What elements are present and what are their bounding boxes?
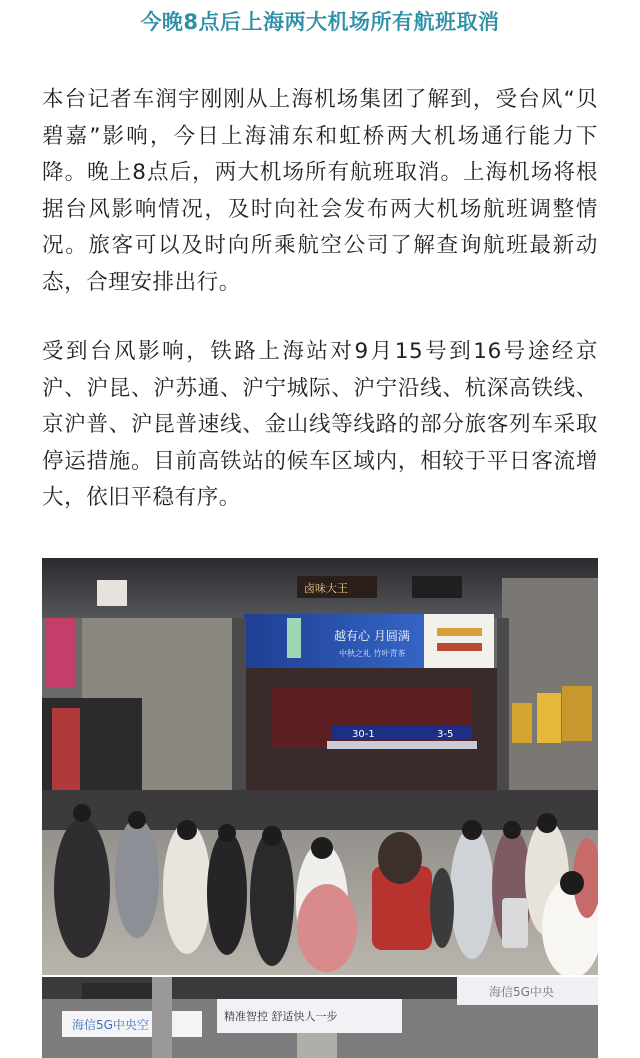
station-second-photo	[42, 977, 598, 1058]
ad-left-text: 海信5G中央空	[72, 1018, 149, 1032]
article-paragraph-1: 本台记者车润宇刚刚从上海机场集团了解到，受台风“贝碧嘉”影响，今日上海浦东和虹桥两大机场通行能力下降。晚上8点后，两大机场所有航班取消。上海机场将根据台风影响情况，及时向社会发布两大机场航班调整情况。旅客可以及时向所乘航空公司了解查询航班最新动态，合理安排出行。	[42, 87, 598, 295]
departure-sign: 30-1	[352, 729, 375, 740]
ad-right-text: 海信5G中央	[489, 985, 554, 999]
article-paragraph-2: 受到台风影响，铁路上海站对9月15号到16号途经京沪、沪昆、沪苏通、沪宁城际、沪宁沿线、杭深高铁线、京沪普、沪昆普速线、金山线等线路的部分旅客列车采取停运措施。目前高铁站的候车区域内，相较于平日客流增大，依旧平稳有序。	[42, 339, 598, 511]
station-sign-text: 卤味大王	[304, 582, 348, 595]
gate-sign: 3-5	[437, 729, 454, 740]
billboard-subtext: 中秋之礼 竹叶青茶	[339, 649, 406, 658]
station-crowd-photo	[42, 558, 598, 975]
headline: 今晚8点后上海两大机场所有航班取消	[140, 10, 500, 34]
billboard-text: 越有心 月圆满	[334, 629, 410, 643]
ad-center-text: 精准智控 舒适快人一步	[224, 1010, 338, 1023]
station-crowd-illustration	[42, 558, 598, 975]
